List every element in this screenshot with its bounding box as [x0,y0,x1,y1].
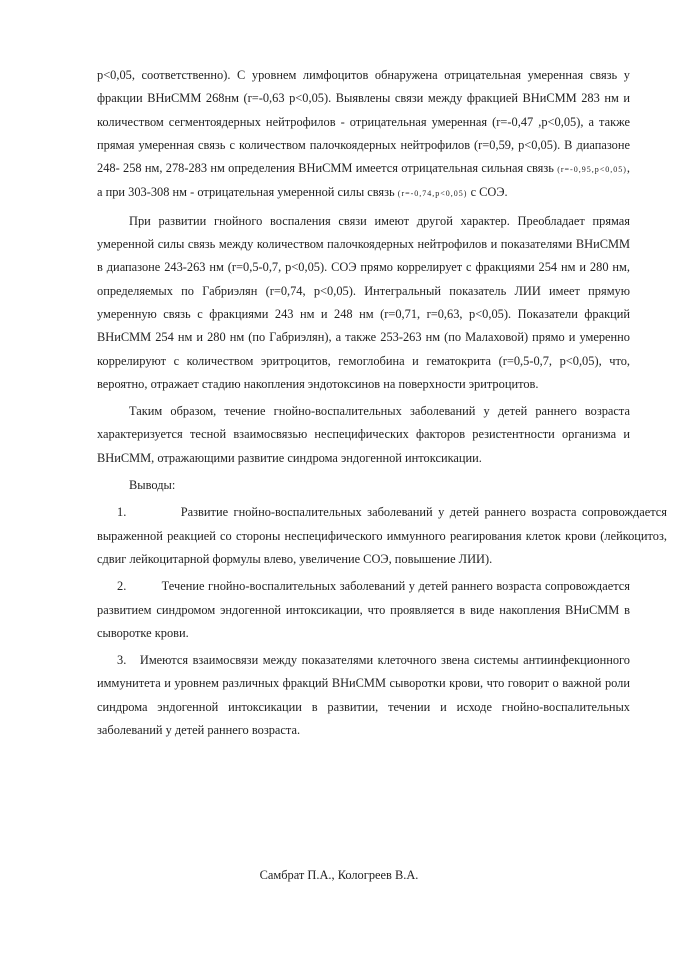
list-number: 1. [117,505,127,520]
list-text: Развитие гнойно-воспалительных заболеваний у детей раннего возраста сопровождается выраженной реакцией со стороны неспецифического иммунного реагирования клеток крови (лейкоцитоз, сдвиг лейкоцитарной формулы влево, увеличение СОЭ, повышение ЛИИ). [97,505,667,566]
list-text: Имеются взаимосвязи между показателями клеточного звена системы антиинфекционного иммунитета и уровнем различных фракций ВНиСММ сыворотки крови, что говорит о важной роли синдрома эндогенной интоксикации в развитии, течении и исходе гнойно-воспалительных заболеваний у детей раннего возраста. [97,653,630,738]
conclusion-item-3 [97,649,630,742]
conclusions-heading: Выводы: [129,478,176,493]
conclusion-item-1 [97,501,667,571]
paragraph-purulent-inflammation: При развитии гнойного воспаления связи имеют другой характер. Преобладает прямая умеренной силы связь между количеством палочкоядерных нейтрофилов и показателями ВНиСММ в диапазоне 243-263 нм (r=0,5-0,7, p<0,05). СОЭ прямо коррелирует с фракциями 254 нм и 280 нм, определяемых по Габриэлян (r=0,74, p<0,05). Интегральный показатель ЛИИ имеет прямую умеренную связь с фракциями 243 нм и 248 нм (r=0,71, r=0,63, p<0,05). Показатели фракций ВНиСММ 254 нм и 280 нм (по Габриэлян), а также 253-263 нм (по Малаховой) прямо и умеренно коррелируют с количеством эритроцитов, гемоглобина и гематокрита (r=0,5-0,7, p<0,05), что, вероятно, отражает стадию накопления эндотоксинов на поверхности эритроцитов. [97,213,630,391]
list-number: 2. [117,579,127,594]
paragraph-text: , а при 303-308 нм - отрицательная умеренной силы связь [97,161,630,200]
paragraph-text: с СОЭ. [467,185,508,200]
list-text: Течение гнойно-воспалительных заболеваний у детей раннего возраста сопровождается развитием синдромом эндогенной интоксикации, что проявляется в виде накопления ВНиСММ в сыворотке крови. [97,579,630,640]
stat-note: (r=-0,74,p<0,05) [397,189,468,199]
list-number: 3. [117,653,127,668]
paragraph-correlations-catarrhal [97,64,630,206]
paragraph-text: р<0,05, соответственно). С уровнем лимфоцитов обнаружена отрицательная умеренная связь у фракции ВНиСММ 268нм (r=-0,63 p<0,05). Выявлены связи между фракцией ВНиСММ 283 нм и количеством сегментоядерных нейтрофилов - отрицательная умеренная (r=-0,47 ,p<0,05), а также прямая умеренная связь с количеством палочкоядерных нейтрофилов (r=0,59, p<0,05). В диапазоне 248- 258 нм, 278-283 нм определения ВНиСММ имеется отрицательная сильная связь [97,68,630,176]
paragraph-summary: Таким образом, течение гнойно-воспалительных заболеваний у детей раннего возраста характеризуется тесной взаимосвязью неспецифических факторов резистентности организма и ВНиСММ, отражающими развитие синдрома эндогенной интоксикации. [97,404,630,465]
conclusion-item-2 [97,575,630,645]
author-signature: Самбрат П.А., Кологреев В.А. [259,868,419,882]
document-body [97,64,667,742]
stat-note: (r=-0,95,p<0,05) [557,165,627,175]
